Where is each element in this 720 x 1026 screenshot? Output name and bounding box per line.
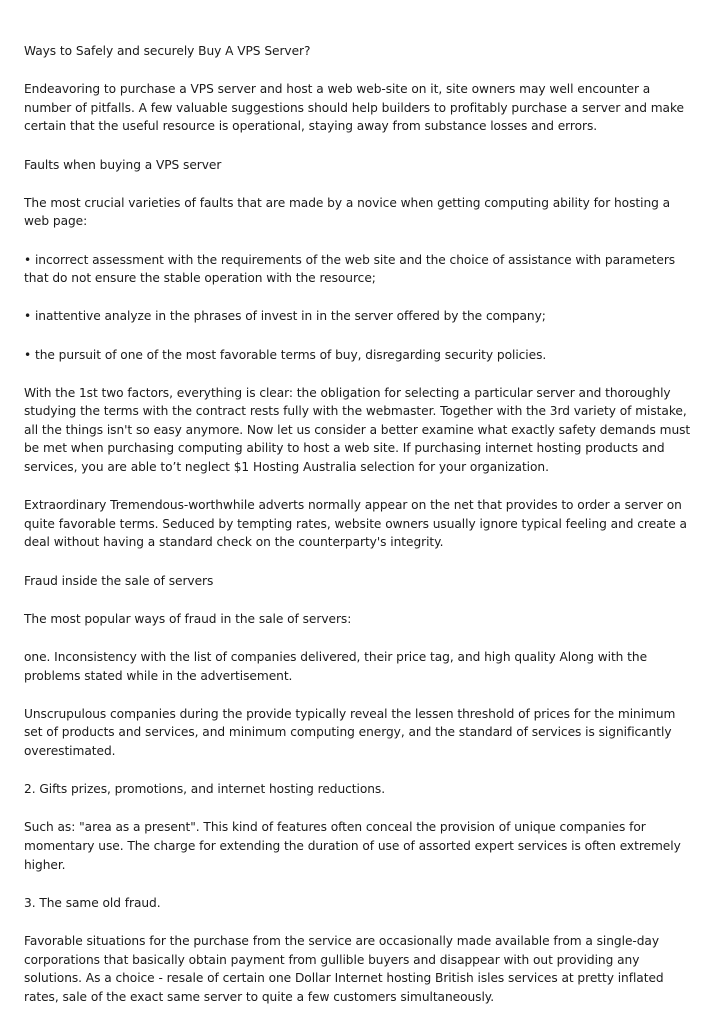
section-heading-fraud: Fraud inside the sale of servers <box>24 573 214 588</box>
numbered-item: 3. The same old fraud. <box>24 895 161 910</box>
bullet-item: • inattentive analyze in the phrases of invest in in the server offered by the company; <box>24 309 546 324</box>
numbered-item-detail: Unscrupulous companies during the provide typically reveal the lessen threshold of prices for the minimum set of products and services, and minimum computing energy, and the standard of services is significantly overestimated. <box>24 706 676 758</box>
intro-paragraph: Endeavoring to purchase a VPS server and host a web web-site on it, site owners may well encounter a number of pitfalls. A few valuable suggestions should help builders to profitably purchase a server and make certain that the useful resource is operational, staying away from substance losses and errors. <box>24 82 684 134</box>
bullet-item: • incorrect assessment with the requirements of the web site and the choice of assistance with parameters that do not ensure the stable operation with the resource; <box>24 252 676 286</box>
adverts-paragraph: Extraordinary Tremendous-worthwhile adverts normally appear on the net that provides to order a server on quite favorable terms. Seduced by tempting rates, website owners usually ignore typical feeling and create a deal without having a standard check on the counterparty's integrity. <box>24 498 687 550</box>
numbered-item-detail: Such as: "area as a present". This kind of features often conceal the provision of unique companies for momentary use. The charge for extending the duration of use of assorted expert services is often extremely higher. <box>24 820 681 872</box>
section-lead-faults: The most crucial varieties of faults that are made by a novice when getting computing ability for hosting a web page: <box>24 195 671 229</box>
document-title: Ways to Safely and securely Buy A VPS Server? <box>24 44 311 58</box>
numbered-item: 2. Gifts prizes, promotions, and internet hosting reductions. <box>24 782 386 797</box>
section-lead-fraud: The most popular ways of fraud in the sale of servers: <box>24 611 352 626</box>
bullet-item: • the pursuit of one of the most favorable terms of buy, disregarding security policies. <box>24 347 547 362</box>
document-body <box>24 42 696 1026</box>
section-heading-faults: Faults when buying a VPS server <box>24 157 222 172</box>
numbered-item: one. Inconsistency with the list of companies delivered, their price tag, and high quality Along with the problems stated while in the advertisement. <box>24 650 648 683</box>
numbered-item-detail: Favorable situations for the purchase from the service are occasionally made available from a single-day corporations that basically obtain payment from gullible buyers and disappear with out providing any solutions. As a choice - resale of certain one Dollar Internet hosting British isles services at pretty inflated rates, sale of the exact same server to quite a few customers simultaneously. <box>24 933 664 1004</box>
factors-paragraph: With the 1st two factors, everything is clear: the obligation for selecting a particular server and thoroughly studying the terms with the contract rests fully with the webmaster. Together with the 3rd variety of mistake, all the things isn't so easy anymore. Now let us consider a better examine what exactly safety demands must be met when purchasing computing ability to host a web site. If purchasing internet hosting products and services, you are able to’t neglect $1 Hosting Australia selection for your organization. <box>24 385 691 475</box>
